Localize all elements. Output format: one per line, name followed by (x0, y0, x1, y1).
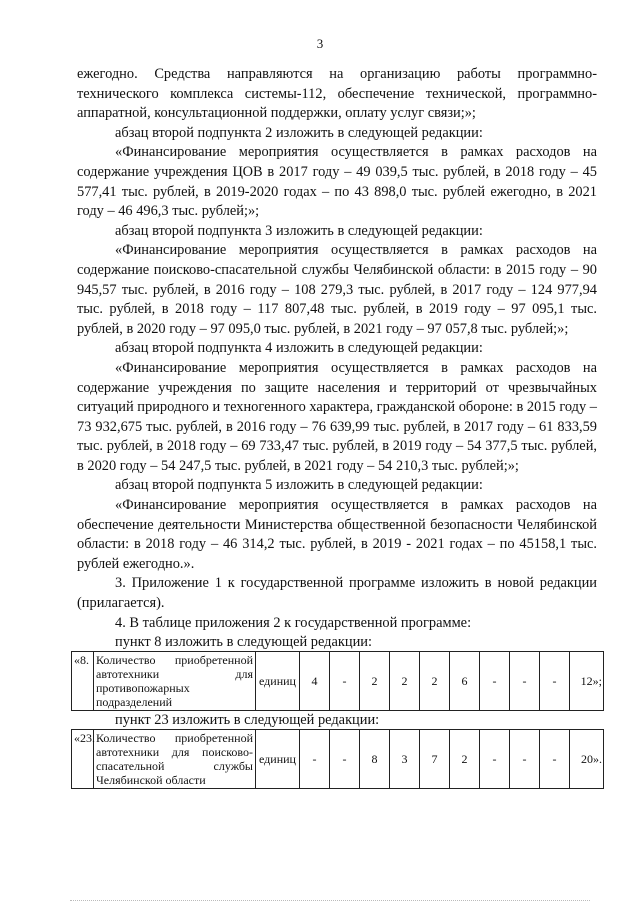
table-row (72, 730, 604, 789)
table-cell: - (540, 730, 570, 789)
table-cell: 2 (450, 730, 480, 789)
document-body (74, 65, 602, 789)
table-cell-unit: единиц (256, 730, 300, 789)
table-cell: - (330, 652, 360, 711)
amendment-table-item-8 (71, 651, 604, 711)
table-intro: пункт 23 изложить в следующей редакции: (115, 712, 380, 729)
paragraph: ежегодно. Средства направляются на организацию работы программно-технического комплекса системы-112, обеспечение технической, программно-аппаратной, консультационной поддержки, оплату услуг связи;»; (77, 66, 597, 122)
table-cell: 4 (300, 652, 330, 711)
paragraph: 4. В таблице приложения 2 к государственной программе: (115, 614, 472, 631)
table-intro: пункт 8 изложить в следующей редакции: (115, 634, 372, 651)
paragraph: абзац второй подпункта 5 изложить в следующей редакции: (115, 477, 483, 494)
table-cell-name: Количество приобретенной автотехники для противопожарных подразделений (94, 652, 256, 711)
table-cell: - (480, 730, 510, 789)
table-cell: - (540, 652, 570, 711)
table-cell: 7 (420, 730, 450, 789)
table-cell-number: «23. (72, 730, 94, 789)
amendment-table-item-23 (71, 729, 604, 789)
table-cell: 2 (390, 652, 420, 711)
paragraph: абзац второй подпункта 4 изложить в следующей редакции: (115, 340, 483, 357)
table-cell: 6 (450, 652, 480, 711)
table-cell: - (480, 652, 510, 711)
table-cell-name: Количество приобретенной автотехники для поисково-спасательной службы Челябинской области (94, 730, 256, 789)
table-cell: - (510, 652, 540, 711)
paragraph: «Финансирование мероприятия осуществляется в рамках расходов на содержание учреждения ЦОВ в 2017 году – 49 039,5 тыс. рублей, в 2018 году – 45 577,41 тыс. рублей, в 2019-2020 годах – по 43 898,0 тыс. рублей ежегодно, в 2021 году – 46 496,3 тыс. рублей;»; (77, 144, 597, 220)
table-cell: 2 (420, 652, 450, 711)
table-cell-total: 12»; (570, 652, 604, 711)
table-cell: 3 (390, 730, 420, 789)
page-bottom-divider (70, 900, 590, 901)
page-number: 3 (316, 36, 324, 51)
table-cell-total: 20». (570, 730, 604, 789)
table-cell: 2 (360, 652, 390, 711)
table-cell: - (330, 730, 360, 789)
paragraph: абзац второй подпункта 3 изложить в следующей редакции: (115, 222, 483, 239)
paragraph: абзац второй подпункта 2 изложить в следующей редакции: (115, 124, 483, 141)
table-cell: - (300, 730, 330, 789)
table-cell: 8 (360, 730, 390, 789)
paragraph: «Финансирование мероприятия осуществляется в рамках расходов на обеспечение деятельности Министерства общественной безопасности Челябинской области: в 2018 году – 46 314,2 тыс. рублей, в 2019 - 2021 годах – по 45158,1 тыс. рублей ежегодно.». (77, 497, 597, 572)
table-cell-number: «8. (72, 652, 94, 711)
paragraph: «Финансирование мероприятия осуществляется в рамках расходов на содержание поисково-спасательной службы Челябинской области: в 2015 году – 90 945,57 тыс. рублей, в 2016 году – 108 279,3 тыс. рублей, в 2017 году – 124 977,94 тыс. рублей, в 2018 году – 117 807,48 тыс. рублей, в 2019 году – 97 095,1 тыс. рублей, в 2020 году – 97 095,0 тыс. рублей, в 2021 году – 97 057,8 тыс. рублей;»; (77, 242, 597, 337)
table-cell: - (510, 730, 540, 789)
paragraph: 3. Приложение 1 к государственной программе изложить в новой редакции (прилагается). (77, 575, 597, 612)
table-row (72, 652, 604, 711)
paragraph: «Финансирование мероприятия осуществляется в рамках расходов на содержание учреждения по защите населения и территорий от чрезвычайных ситуаций природного и техногенного характера, гражданской обороне: в 2015 году – 73 932,675 тыс. рублей, в 2016 году – 76 639,99 тыс. рублей, в 2017 году – 61 833,59 тыс. рублей, в 2018 году – 69 733,47 тыс. рублей, в 2019 году – 54 377,5 тыс. рублей, в 2020 году – 54 247,5 тыс. рублей, в 2021 году – 54 210,3 тыс. рублей;»; (77, 359, 597, 474)
table-cell-unit: единиц (256, 652, 300, 711)
